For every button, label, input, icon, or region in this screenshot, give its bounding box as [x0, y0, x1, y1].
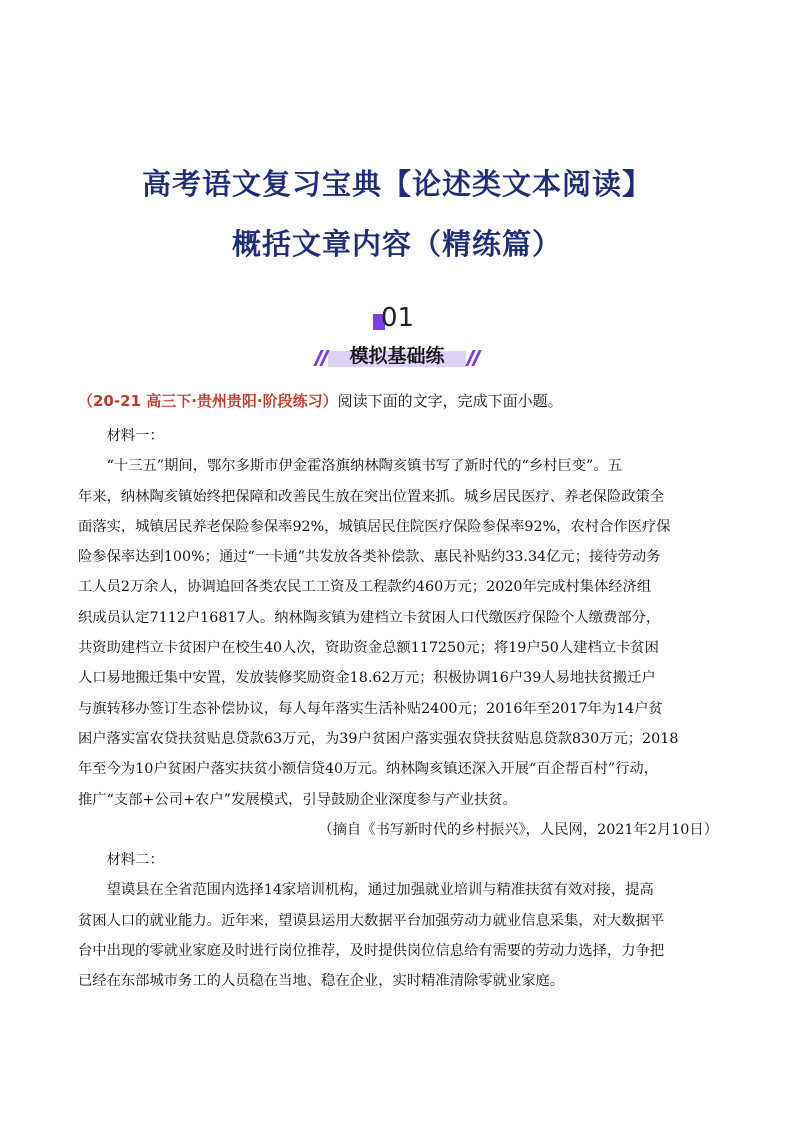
material1-line: 与旗转移办签订生态补偿协议，每人每年落实生活补贴2400元；2016年至2017年为14户贫 [78, 700, 663, 717]
material2-line: 已经在东部城市务工的人员稳在当地、稳在企业，实时精准清除零就业家庭。 [78, 973, 565, 990]
material1-line: 险参保率达到100%；通过“一卡通”共发放各类补偿款、惠民补贴约33.34亿元；接待劳动务 [78, 549, 661, 566]
material1-line: 共资助建档立卡贫困户在校生40人次，资助资金总额117250元；将19户50人建档立卡贫困 [78, 640, 659, 657]
material1-line: 年来，纳林陶亥镇始终把保障和改善民生放在突出位置来抓。城乡居民医疗、养老保险政策全 [78, 488, 665, 505]
source-instruction: 阅读下面的文字，完成下面小题。 [337, 392, 563, 410]
material1-line: 人口易地搬迁集中安置，发放装修奖励资金18.62万元；积极协调16户39人易地扶贫搬迁户 [78, 670, 656, 687]
material1-line: 年至今为10户贫困户落实扶贫小额信贷40万元。纳林陶亥镇还深入开展“百企帮百村”行动， [78, 761, 658, 778]
material1-line: 推广“支部+公司+农户”发展模式，引导鼓励企业深度参与产业扶贫。 [78, 791, 517, 808]
material1 [78, 421, 718, 997]
material1-line: 面落实，城镇居民养老保险参保率92%，城镇居民住院医疗保险参保率92%，农村合作医疗保 [78, 518, 671, 535]
doc-title-line2: 概括文章内容（精练篇） [231, 227, 562, 261]
material1-heading: 材料一： [106, 428, 164, 444]
section-number: 01 [381, 303, 415, 333]
material1-line: “十三五”期间，鄂尔多斯市伊金霍洛旗纳林陶亥镇书写了新时代的“乡村巨变”。五 [106, 458, 622, 475]
doc-title-line1: 高考语文复习宝典【论述类文本阅读】 [141, 167, 652, 201]
material1-line: 织成员认定7112户16817人。纳林陶亥镇为建档立卡贫困人口代缴医疗保险个人缴费部分， [78, 609, 661, 626]
material1-citation: （摘自《书写新时代的乡村振兴》，人民网，2021年2月10日） [318, 821, 718, 838]
material2-line: 望谟县在全省范围内选择14家培训机构，通过加强就业培训与精准扶贫有效对接，提高 [106, 882, 654, 899]
material1-line: 困户落实富农贷扶贫贴息贷款63万元，为39户贫困户落实强农贷扶贫贴息贷款830万元；2018 [78, 730, 679, 747]
section-label: 模拟基础练 [349, 345, 445, 367]
material2-line: 贫困人口的就业能力。近年来，望谟县运用大数据平台加强劳动力就业信息采集，对大数据平 [78, 912, 665, 929]
material2-heading: 材料二： [106, 852, 164, 869]
question-source [78, 390, 563, 411]
material2-line: 台中出现的零就业家庭及时进行岗位推荐，及时提供岗位信息给有需要的劳动力选择，力争把 [78, 943, 665, 960]
material1-line: 工人员2万余人，协调追回各类农民工工资及工程款约460万元；2020年完成村集体经济组 [78, 579, 652, 596]
source-tag: （20-21 高三下·贵州贵阳·阶段练习） [78, 392, 338, 410]
section-badge [297, 303, 497, 375]
